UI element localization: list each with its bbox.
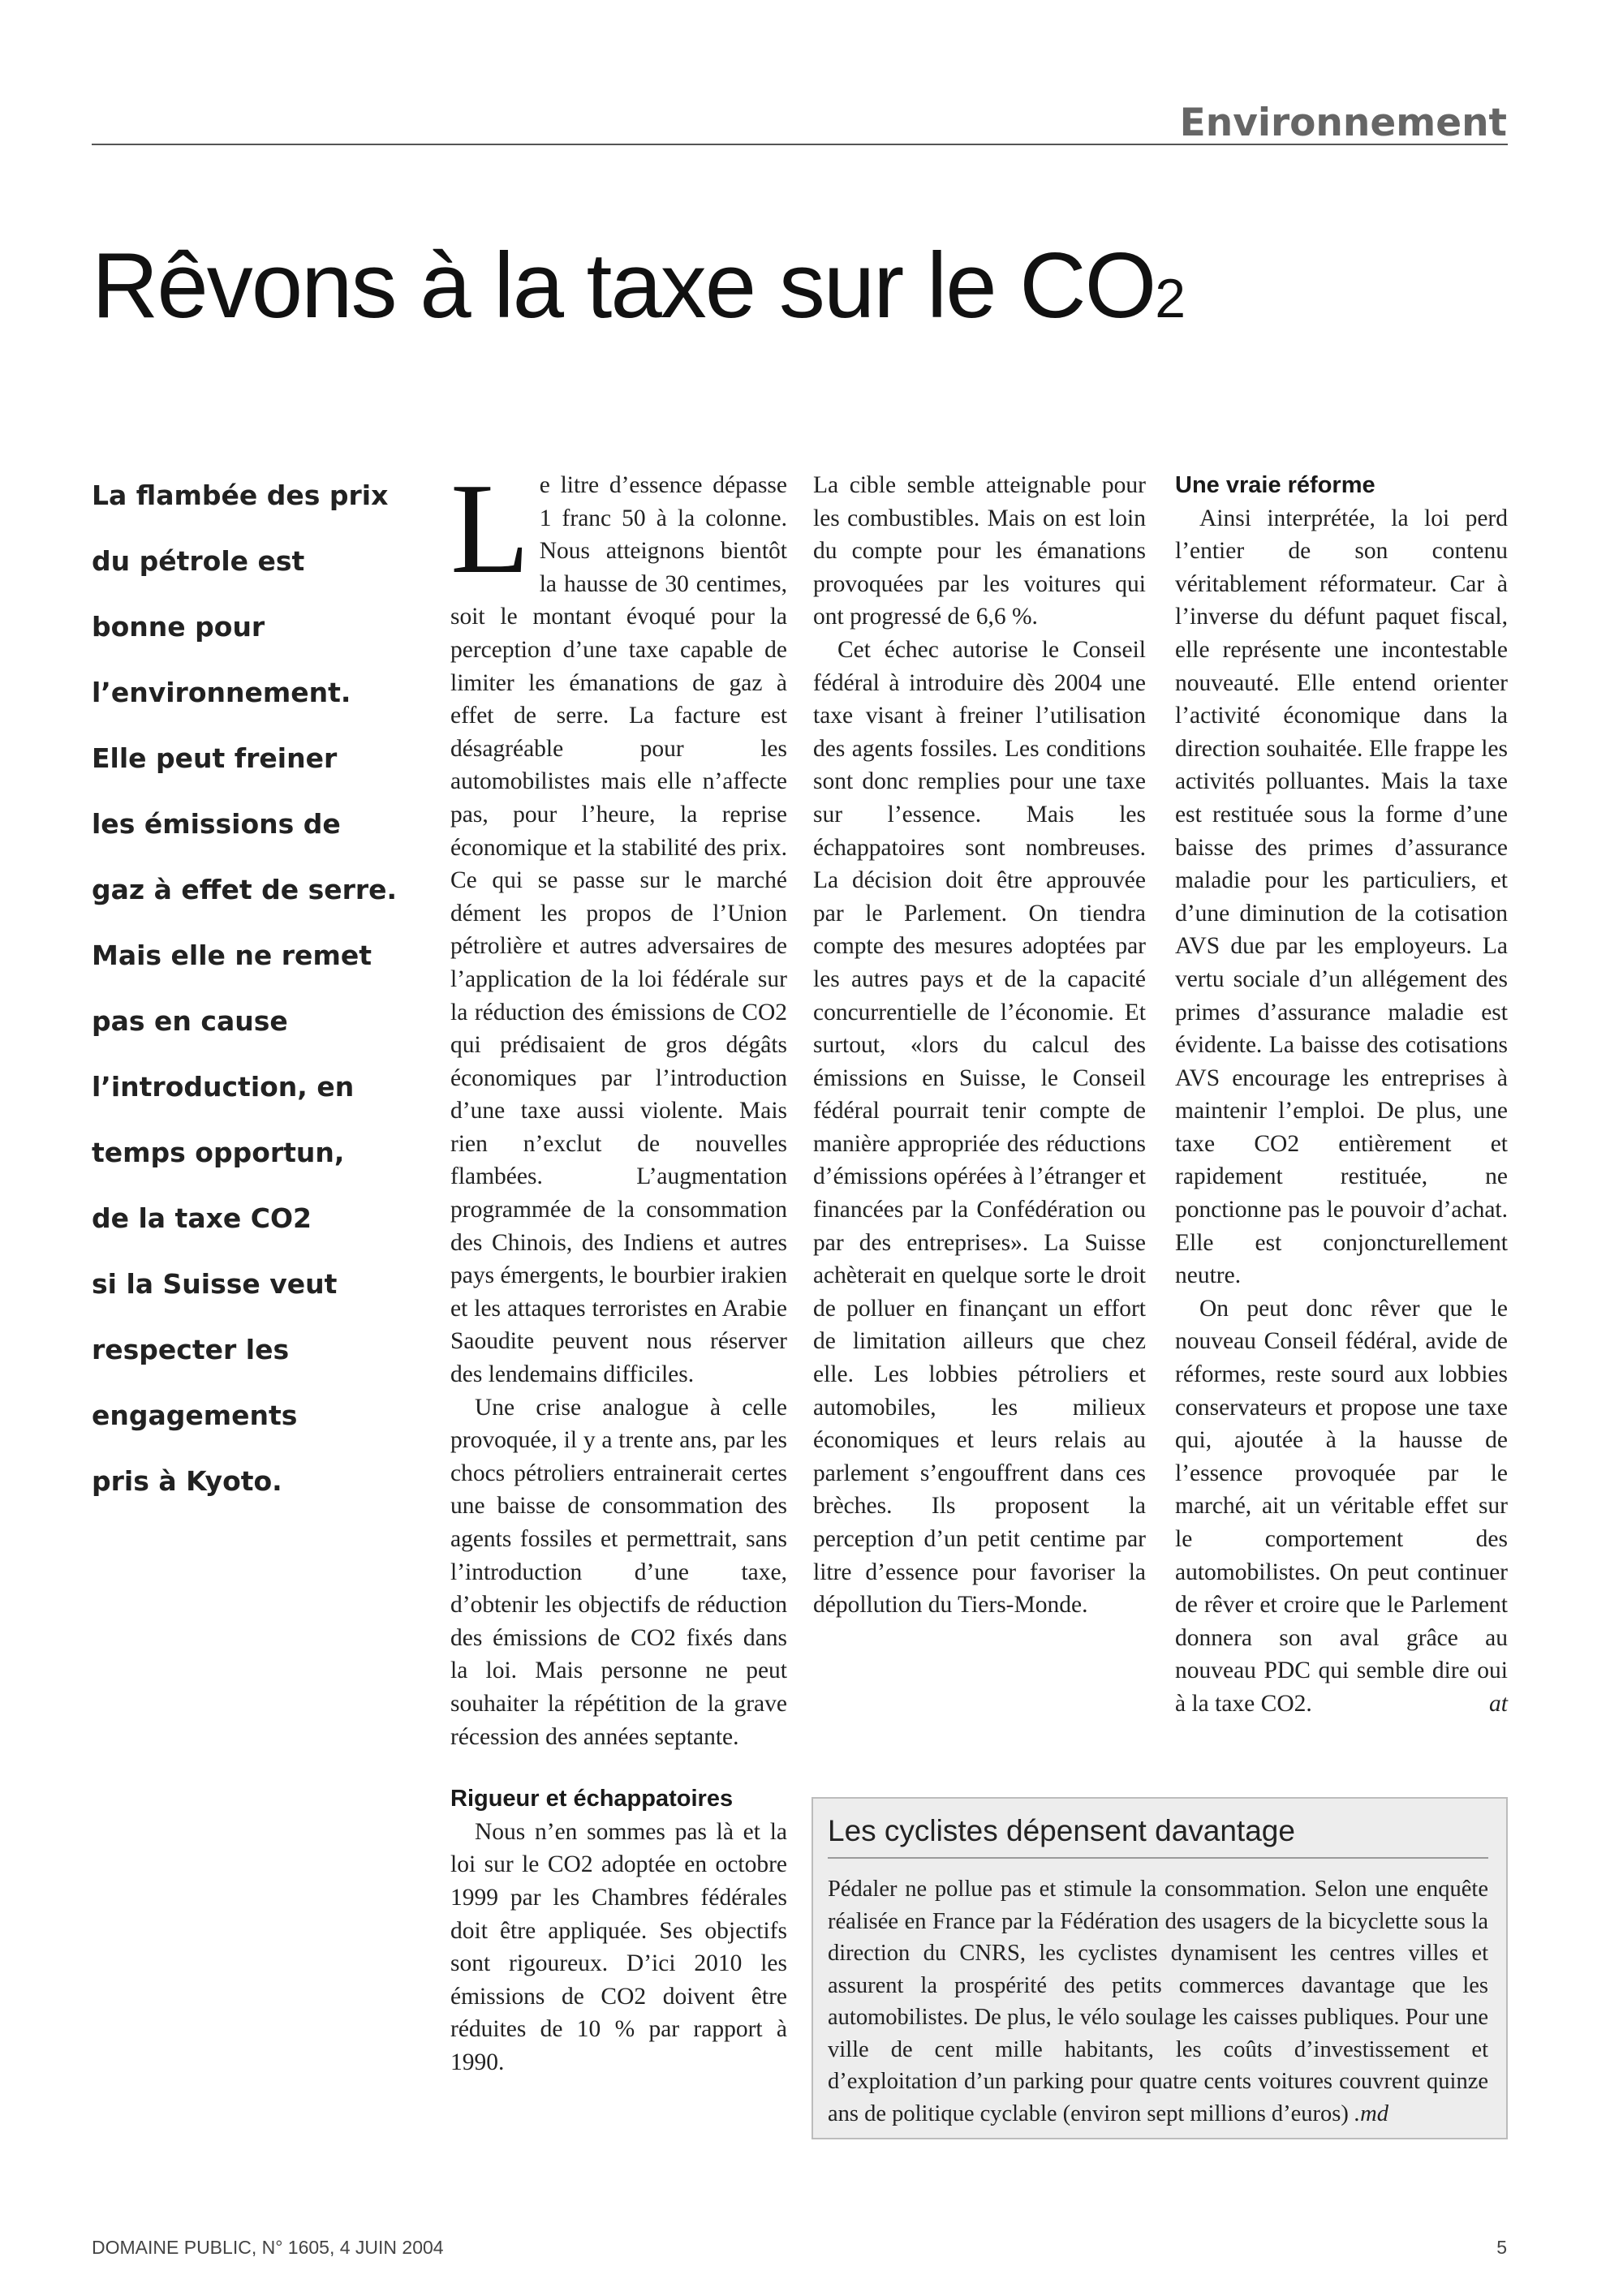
footer-publication: DOMAINE PUBLIC, N° 1605, 4 JUIN 2004: [92, 2237, 444, 2258]
article-paragraph-6: Ainsi interprétée, la loi perd l’entier de son contenu véritablement réformateur. Car à l’inverse du défunt paquet fiscal, elle représente une incontestable nouveauté. Elle entend orienter l’activité économique dans la direction souhaitée. Elle frappe les activités polluantes. Mais la taxe est restituée sous la forme d’une baisse des primes d’assurance maladie pour les particuliers, et d’une diminution de la cotisation AVS due par les employeurs. La vertu sociale d’un allégement des primes d’assurance maladie est évidente. La baisse des cotisations AVS encourage les entreprises à maintenir l’emploi. De plus, une taxe CO2 entièrement et rapidement restituée, ne ponctionne pas le pouvoir d’achat. Elle est conjoncturellement neutre.: [1175, 505, 1508, 1289]
article-paragraph-4: La cible semble atteignable pour les combustibles. Mais on est loin du compte pour les émanations provoquées par les voitures qui ont progressé de 6,6 %.: [813, 472, 1146, 630]
subheading-rigueur: Rigueur et échappatoires: [450, 1786, 734, 1812]
article-paragraph-5: Cet échec autorise le Conseil fédéral à introduire dès 2004 une taxe visant à freiner l’utilisation des agents fossiles. Les conditions sont donc remplies pour une taxe sur l’essence. Mais les échappatoires sont nombreuses. La décision doit être approuvée par le Parlement. On tiendra compte des mesures adoptées par les autres pays et de la capacité concurrentielle de l’économie. Et surtout, «lors du calcul des émissions en Suisse, le Conseil fédéral pourrait tenir compte de manière appropriée des réductions d’émissions opérées à l’étranger et financées par la Confédération ou par des entreprises». La Suisse achèterait en quelque sorte le droit de polluer en finançant un effort de limitation ailleurs que chez elle. Les lobbies pétroliers et automobiles, les milieux économiques et leurs relais au parlement s’engouffrent dans ces brèches. Ils proposent la perception d’un petit centime par litre d’essence pour favoriser la dépollution du Tiers-Monde.: [813, 636, 1146, 1619]
box-paragraph: Pédaler ne pollue pas et stimule la consommation. Selon une enquête réalisée en France par la Fédération des usagers de la bicyclette sous la direction du CNRS, les cyclistes dynamisent les centres villes et assurent la prospérité des petits commerces davantage que les automobilistes. De plus, le vélo soulage les caisses publiques. Pour une ville de cent mille habitants, les coûts d’investissement et d’exploitation d’un parking pour quatre cents voitures couvrent quinze ans de politique cyclable (environ sept millions d’euros): [828, 1877, 1488, 2126]
drop-cap: L: [450, 456, 530, 600]
section-heading: Environnement: [1179, 101, 1507, 145]
lead-line: gaz à effet de serre.: [92, 874, 398, 905]
author-signature: at: [1489, 1690, 1508, 1717]
article-paragraph-1: [450, 456, 787, 1391]
lead-line: Mais elle ne remet: [92, 939, 372, 971]
article-paragraph-3: Nous n’en sommes pas là et la loi sur le CO2 adoptée en octobre 1999 par les Chambres fédérales doit être appliquée. Ses objectifs sont rigoureux. D’ici 2010 les émissions de CO2 doivent être réduites de 10 % par rapport à 1990.: [450, 1818, 787, 2075]
lead-line: pas en cause: [92, 1005, 288, 1037]
article-paragraph-2: Une crise analogue à celle provoquée, il y a trente ans, par les chocs pétroliers entrainerait certes une baisse de consommation des agents fossiles et permettrait, sans l’introduction d’une taxe, d’obtenir les objectifs de réduction des émissions de CO2 fixés dans la loi. Mais personne ne peut souhaiter la répétition de la grave récession des années septante.: [450, 1394, 787, 1750]
article-title-subscript: 2: [1155, 268, 1185, 329]
paragraph-text: e litre d’essence dépasse 1 franc 50 à la colonne. Nous atteignons bientôt la hausse de 30 centimes, soit le montant évoqué pour la perception d’une taxe capable de limiter les émanations de gaz à effet de serre. La facture est désagréable pour les automobilistes mais elle n’affecte pas, pour l’heure, la reprise économique et la stabilité des prix. Ce qui se passe sur le marché dément les propos de l’Union pétrolière et autres adversaires de l’application de la loi fédérale sur la réduction des émissions de CO2 qui prédisaient de gros dégâts économiques par l’introduction d’une taxe aussi violente. Mais rien n’exclut de nouvelles flambées. L’augmentation programmée de la consommation des Chinois, des Indiens et autres pays émergents, le bourbier irakien et les attaques terroristes en Arabie Saoudite peuvent nous réserver des lendemains difficiles.: [450, 472, 787, 1388]
lead-paragraph: [92, 462, 433, 1514]
lead-line: pris à Kyoto.: [92, 1465, 282, 1497]
lead-line: Elle peut freiner: [92, 742, 338, 774]
box-signature: .md: [1354, 2100, 1388, 2126]
lead-line: si la Suisse veut: [92, 1268, 338, 1300]
lead-line: respecter les: [92, 1334, 290, 1365]
lead-line: La flambée des prix: [92, 479, 389, 511]
article-column-1: [450, 456, 787, 2079]
box-title: Les cyclistes dépensent davantage: [828, 1813, 1488, 1859]
lead-line: temps opportun,: [92, 1137, 345, 1168]
sidebar-box: [812, 1797, 1508, 2139]
lead-line: de la taxe CO2: [92, 1202, 312, 1234]
box-text: [828, 1873, 1488, 2130]
lead-line: bonne pour: [92, 611, 265, 643]
lead-line: du pétrole est: [92, 545, 305, 577]
article-column-2: [813, 469, 1146, 1622]
lead-line: l’environnement.: [92, 677, 351, 708]
article-column-3: [1175, 469, 1508, 1721]
article-title-text: Rêvons à la taxe sur le CO: [92, 234, 1156, 338]
header-rule: [92, 144, 1508, 145]
lead-line: les émissions de: [92, 808, 341, 840]
page-number: 5: [1496, 2237, 1507, 2258]
article-title: [92, 235, 1184, 337]
lead-line: engagements: [92, 1400, 298, 1431]
subheading-reforme: Une vraie réforme: [1175, 472, 1375, 498]
paragraph-text: On peut donc rêver que le nouveau Conseil fédéral, avide de réformes, reste sourd aux lobbies conservateurs et propose une taxe qui, ajoutée à la hausse de l’essence provoquée par le marché, ait un véritable effet sur le comportement des automobilistes. On peut continuer de rêver et croire que le Parlement donnera son aval grâce au nouveau PDC qui semble dire oui à la taxe CO2.: [1175, 1295, 1508, 1717]
article-paragraph-7: [1175, 1292, 1508, 1721]
lead-line: l’introduction, en: [92, 1071, 355, 1103]
